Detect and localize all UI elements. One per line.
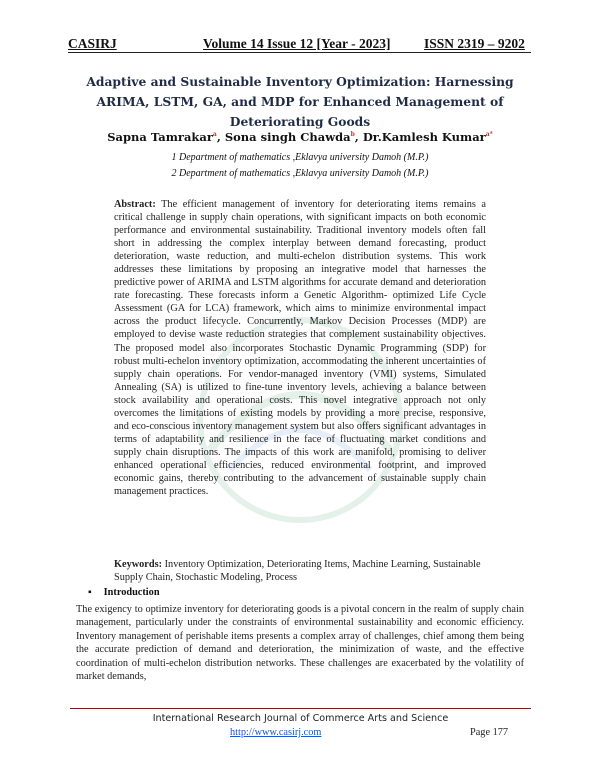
section-heading-introduction — [88, 587, 160, 598]
affiliation-2: 2 Department of mathematics ,Eklavya university Damoh (M.P.) — [171, 168, 429, 179]
keywords-text: Inventory Optimization, Deteriorating Items, Machine Learning, Sustainable Supply Chain, Stochastic Modeling, Process — [114, 559, 481, 583]
header-issn: ISSN 2319 – 9202 — [424, 36, 525, 51]
author-name: Sapna Tamrakar — [107, 130, 213, 144]
section-heading-text: Introduction — [103, 587, 160, 598]
abstract — [114, 198, 486, 498]
author-affiliation-mark: b — [350, 131, 355, 139]
keywords — [114, 558, 486, 584]
author-name: Sona singh Chawda — [224, 130, 351, 144]
author-affiliation-mark: a — [212, 131, 217, 139]
footer-website-link[interactable]: http://www.casirj.com — [230, 727, 322, 738]
footer-journal-name: International Research Journal of Commerce Arts and Science — [152, 713, 449, 724]
author-affiliation-mark: a* — [485, 131, 493, 139]
abstract-text: The efficient management of inventory for deteriorating items remains a critical challenge in supply chain operations, with significant impacts on both economic performance and environmental sustainability. Traditional inventory models often fall short in addressing the complex interplay between demand forecasting, product deterioration, waste reduction, and multi-echelon distribution systems. This work addresses these limitations by proposing an integrative model that harnesses the predictive power of ARIMA and LSTM algorithms for accurate demand and deterioration rate forecasting. These forecasts inform a Genetic Algorithm- optimized Life Cycle Assessment (GA for LCA) framework, which aims to minimize environmental impact across the product lifecycle. Concurrently, Markov Decision Processes (MDP) are employed to devise waste reduction strategies that complement sustainability objectives. The proposed model also incorporates Stochastic Dynamic Programming (SDP) for robust multi-echelon inventory optimization, accommodating the inherent uncertainties of supply chain operations. For vendor-managed inventory (VMI) systems, Simulated Annealing (SA) is utilized to fine-tune inventory levels, achieving a balance between stock availability and operational costs. This novel integrative approach not only overcomes the limitations of existing models by providing a more precise, responsive, and eco-conscious inventory management system but also offers significant advantages in terms of adaptability and resilience in the face of fluctuating market conditions and supply chain disruptions. The impacts of this work are manifold, promising to deliver enhanced operational efficiencies, reduced environmental footprint, and improved economic gains, thereby contributing to the advancement of sustainable supply chain management practices. — [114, 199, 486, 498]
paper-title: Adaptive and Sustainable Inventory Optimization: Harnessing ARIMA, LSTM, GA, and MDP for Enhanced Management of Deteriorating Goods — [86, 74, 514, 129]
page-number: Page 177 — [470, 727, 509, 738]
keywords-label: Keywords: — [114, 559, 163, 570]
header-volume: Volume 14 Issue 12 [Year - 2023] — [203, 36, 391, 51]
header-journal-name: CASIRJ — [68, 36, 117, 51]
header-rule — [68, 52, 531, 53]
footer-rule — [70, 708, 531, 709]
abstract-label: Abstract: — [114, 199, 156, 210]
bullet-icon: ▪ — [88, 587, 92, 598]
affiliation-1: 1 Department of mathematics ,Eklavya university Damoh (M.P.) — [171, 152, 429, 163]
author-name: Dr.Kamlesh Kumar — [362, 130, 486, 144]
introduction-paragraph: The exigency to optimize inventory for deteriorating goods is a pivotal concern in the realm of supply chain management, particularly under the constraints of environmental sustainability and economic efficiency. Inventory management of perishable items presents a complex array of challenges, chief among them being the accurate prediction of demand and deterioration, the minimization of waste, and the effective coordination of multi-echelon distribution networks. These challenges are exacerbated by the volatility of market demands, — [76, 604, 524, 683]
author-list: Sapna Tamrakar$^a$, Sona singh Chawda$^b$, Dr.Kamlesh Kumar$^{a*}$ — [107, 130, 493, 144]
